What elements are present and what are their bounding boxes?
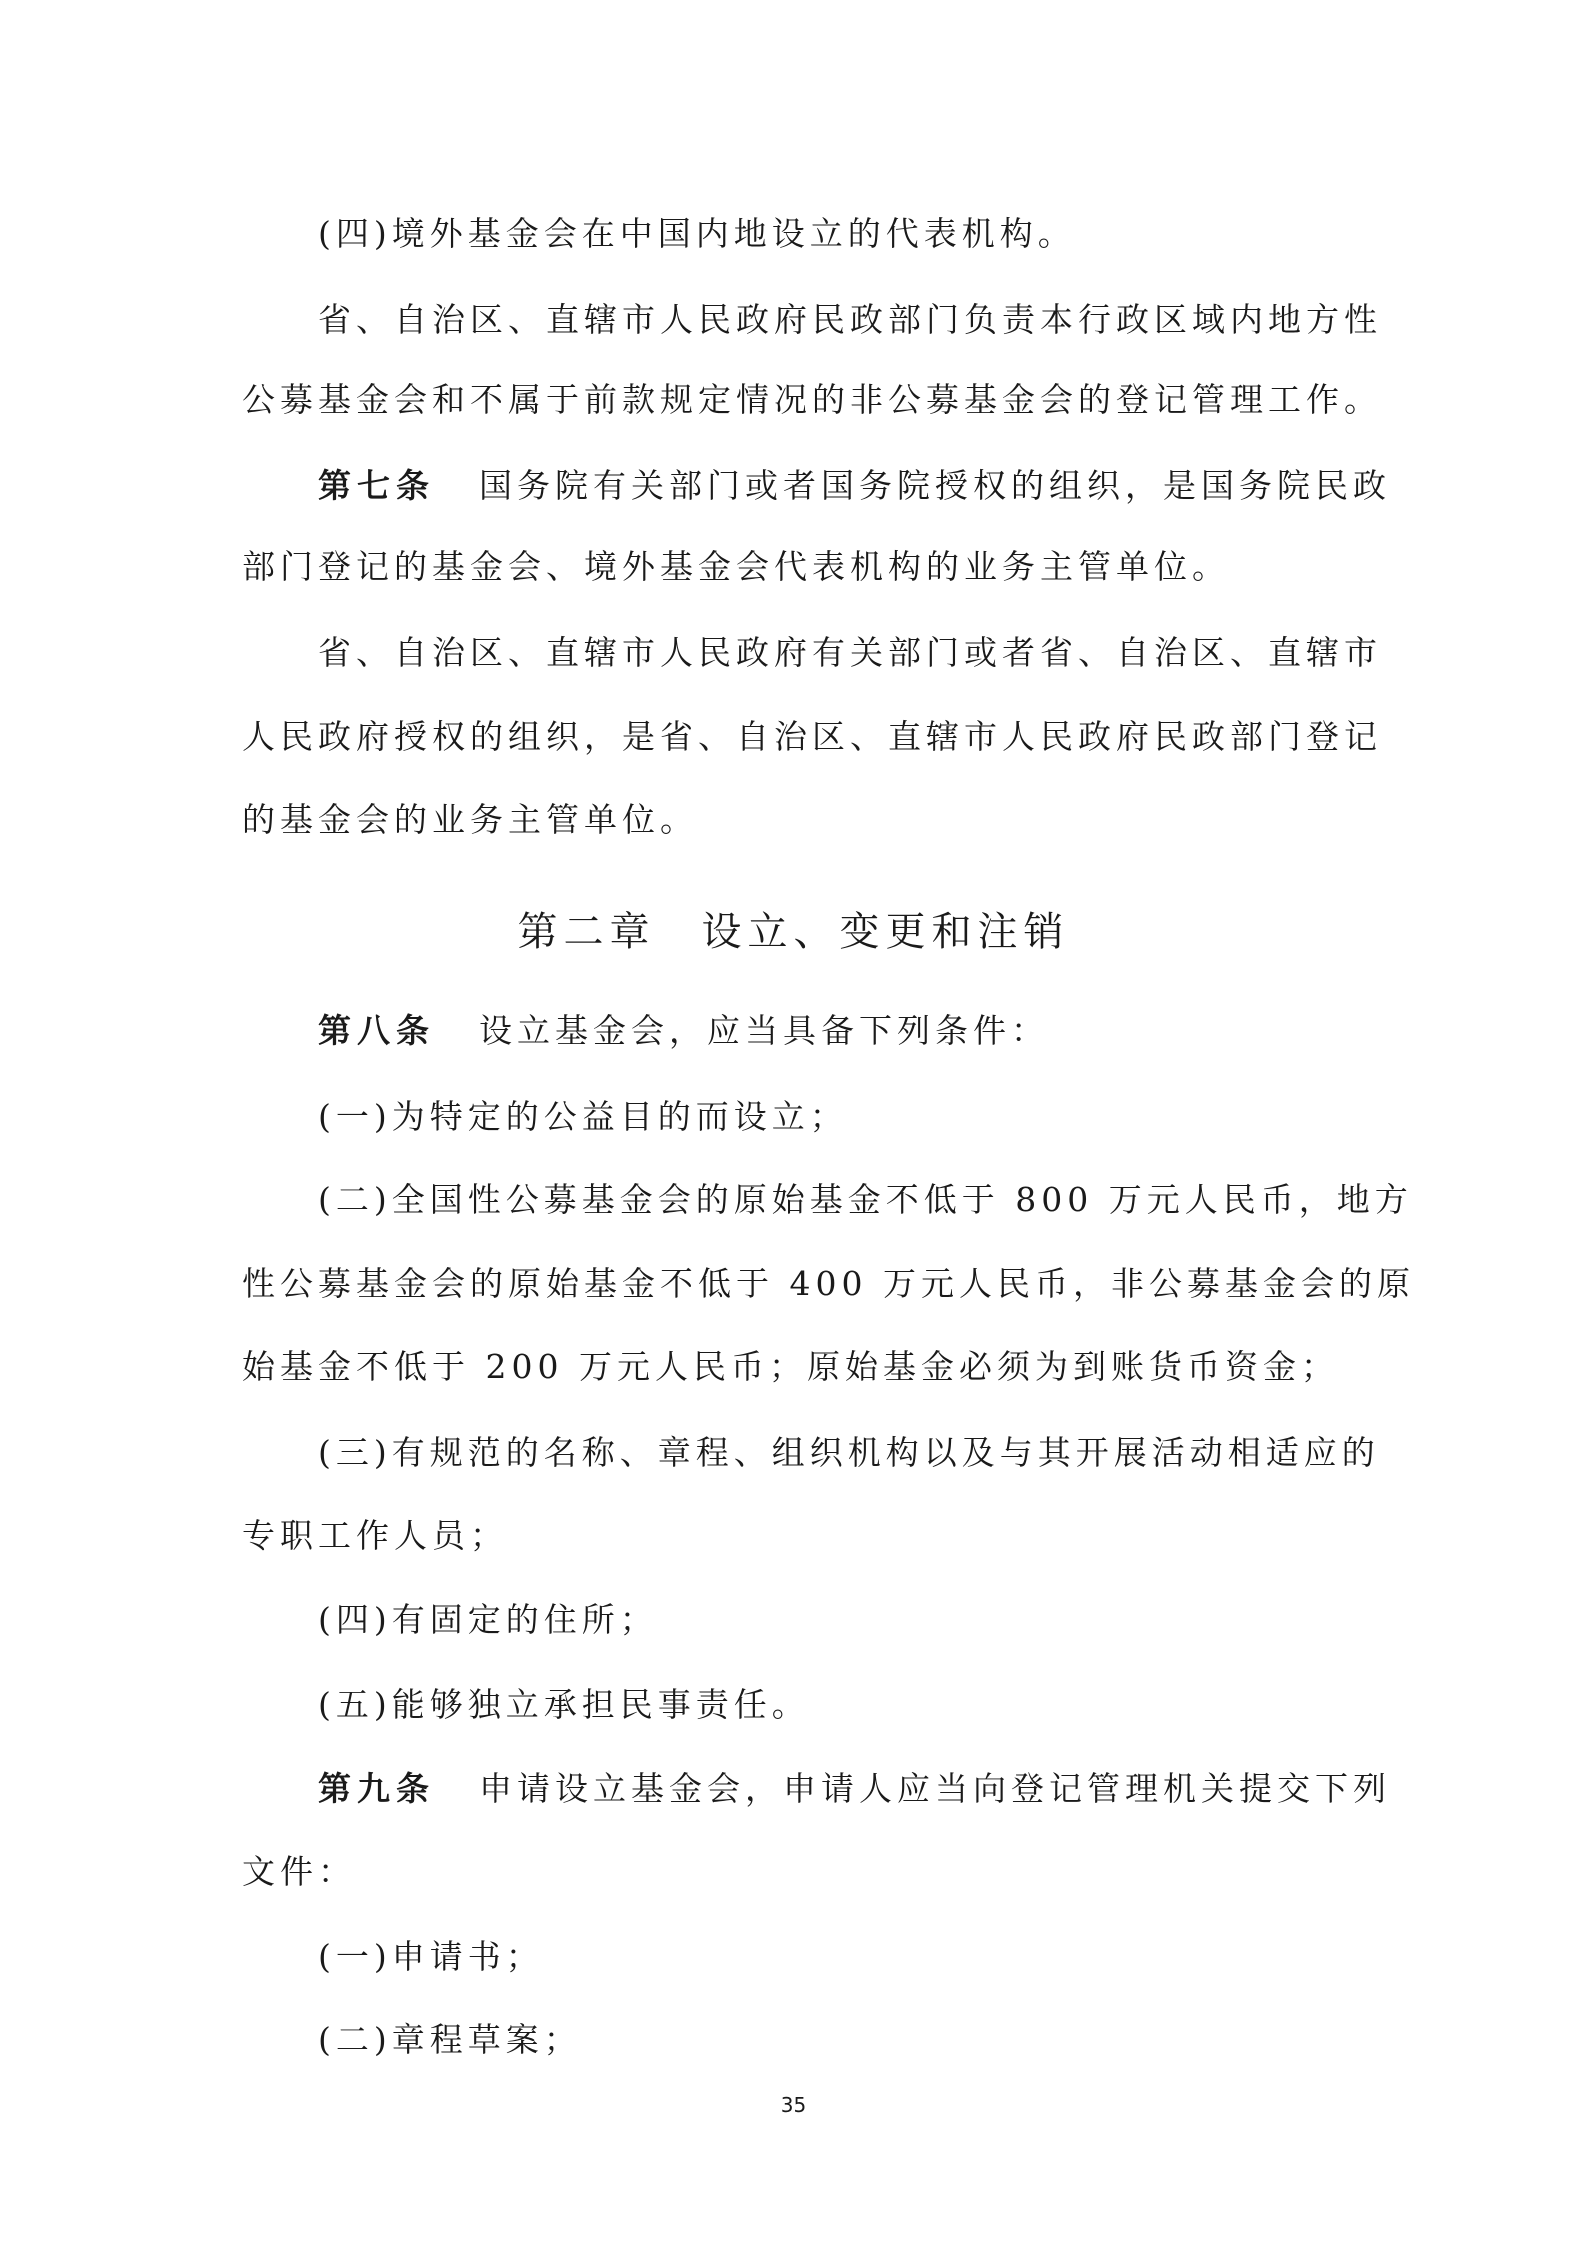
article-text: 国务院有关部门或者国务院授权的组织，是国务院民政	[479, 466, 1391, 505]
paragraph-line: (四)境外基金会在中国内地设立的代表机构。	[318, 214, 1076, 253]
chapter-heading	[0, 906, 1587, 958]
article-text: 申请设立基金会，申请人应当向登记管理机关提交下列	[479, 1769, 1391, 1808]
paragraph-line: (一)为特定的公益目的而设立；	[318, 1097, 848, 1136]
article-text: 设立基金会，应当具备下列条件：	[479, 1011, 1049, 1050]
paragraph-line: 始基金不低于 200 万元人民币；原始基金必须为到账货币资金；	[242, 1347, 1339, 1386]
paragraph-line: 省、自治区、直辖市人民政府民政部门负责本行政区域内地方性	[318, 300, 1382, 339]
paragraph-line: (五)能够独立承担民事责任。	[318, 1685, 810, 1724]
paragraph-line: 人民政府授权的组织，是省、自治区、直辖市人民政府民政部门登记	[242, 717, 1382, 756]
paragraph-line: 部门登记的基金会、境外基金会代表机构的业务主管单位。	[242, 547, 1230, 586]
article-label: 第七条	[318, 466, 435, 505]
paragraph-line: (四)有固定的住所；	[318, 1600, 658, 1639]
article-7-line	[318, 464, 1391, 508]
paragraph-line: (三)有规范的名称、章程、组织机构以及与其开展活动相适应的	[318, 1433, 1380, 1472]
article-8-line	[318, 1009, 1049, 1053]
article-9-line	[318, 1767, 1391, 1811]
paragraph-line: 性公募基金会的原始基金不低于 400 万元人民币，非公募基金会的原	[242, 1264, 1415, 1303]
paragraph-line: 公募基金会和不属于前款规定情况的非公募基金会的登记管理工作。	[242, 380, 1382, 419]
article-label: 第九条	[318, 1769, 435, 1808]
page-number: 35	[780, 2093, 807, 2117]
paragraph-line: (一)申请书；	[318, 1937, 544, 1976]
paragraph-line: 专职工作人员；	[242, 1516, 508, 1555]
paragraph-line: (二)全国性公募基金会的原始基金不低于 800 万元人民币，地方	[318, 1180, 1413, 1219]
paragraph-line: 文件：	[242, 1852, 356, 1891]
paragraph-line: 的基金会的业务主管单位。	[242, 800, 698, 839]
chapter-title: 设立、变更和注销	[701, 909, 1070, 955]
paragraph-line: (二)章程草案；	[318, 2020, 582, 2059]
paragraph-line: 省、自治区、直辖市人民政府有关部门或者省、自治区、直辖市	[318, 633, 1382, 672]
chapter-number: 第二章	[517, 909, 656, 955]
article-label: 第八条	[318, 1011, 435, 1050]
